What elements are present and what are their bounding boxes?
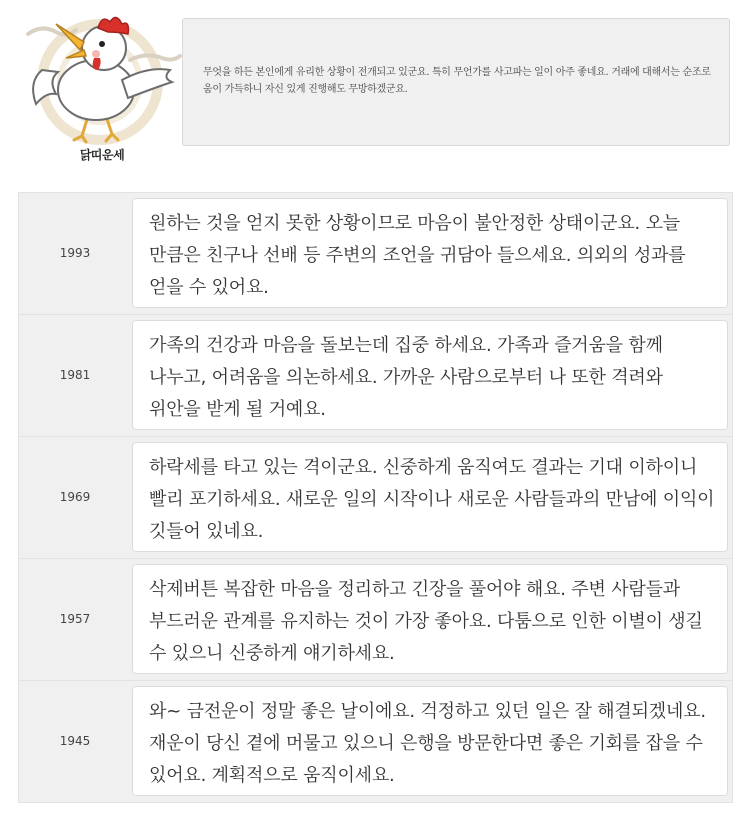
- fortune-box: [132, 564, 728, 674]
- fortune-text: 와~ 금전운이 정말 좋은 날이에요. 걱정하고 있던 일은 잘 해결되겠네요. 재운이 당신 곁에 머물고 있으니 은행을 방문한다면 좋은 기회를 잡을 수 있어요. 계획적으로 움직이세요.: [149, 701, 706, 786]
- fortune-text: 삭제버튼 복잡한 마음을 정리하고 긴장을 풀어야 해요. 주변 사람들과 부드러운 관계를 유지하는 것이 가장 좋아요. 다툼으로 인한 이별이 생길 수 있으니 신중하게 얘기하세요.: [149, 579, 703, 664]
- rooster-icon: [22, 8, 182, 148]
- fortune-text: 가족의 건강과 마음을 돌보는데 집중 하세요. 가족과 즐거움을 함께 나누고, 어려움을 의논하세요. 가까운 사람으로부터 나 또한 격려와 위안을 받게 될 거예요.: [149, 335, 663, 420]
- year-label: 1981: [59, 368, 91, 382]
- fortune-header: [0, 0, 750, 175]
- year-row: [18, 680, 733, 803]
- year-row: [18, 558, 733, 680]
- year-label: 1969: [59, 490, 91, 504]
- fortune-text: 원하는 것을 얻지 못한 상황이므로 마음이 불안정한 상태이군요. 오늘 만큼은 친구나 선배 등 주변의 조언을 귀담아 들으세요. 의외의 성과를 얻을 수 있어요.: [149, 213, 686, 298]
- zodiac-label: 닭띠운세: [79, 148, 125, 162]
- fortune-box: [132, 442, 728, 552]
- year-label: 1957: [59, 612, 91, 626]
- year-label: 1993: [59, 246, 91, 260]
- fortune-box: [132, 686, 728, 796]
- summary-box: [182, 18, 730, 146]
- year-row: [18, 192, 733, 314]
- summary-text: 무엇을 하든 본인에게 유리한 상황이 전개되고 있군요. 특히 무언가를 사고파는 일이 아주 좋네요. 거래에 대해서는 순조로움이 가득하니 자신 있게 진행해도 무방하겠군요.: [203, 67, 711, 95]
- fortune-box: [132, 198, 728, 308]
- year-label: 1945: [59, 734, 91, 748]
- year-fortune-list: [18, 192, 733, 803]
- fortune-text: 하락세를 타고 있는 격이군요. 신중하게 움직여도 결과는 기대 이하이니 빨리 포기하세요. 새로운 일의 시작이나 새로운 사람들과의 만남에 이익이 깃들어 있네요.: [149, 457, 715, 542]
- year-row: [18, 314, 733, 436]
- fortune-box: [132, 320, 728, 430]
- year-row: [18, 436, 733, 558]
